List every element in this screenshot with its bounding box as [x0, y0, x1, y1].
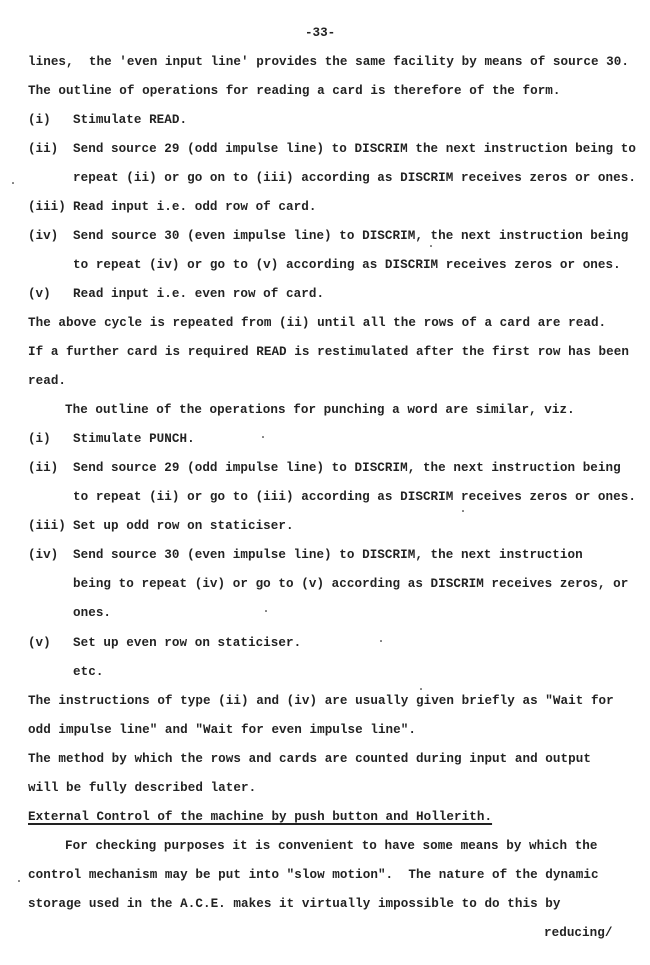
scan-speck: [12, 182, 14, 184]
step-text: Send source 30 (even impulse line) to DISCRIM, the next instruction: [73, 548, 583, 562]
step-text: Read input i.e. even row of card.: [73, 287, 325, 301]
paragraph-line: read.: [28, 374, 67, 388]
paragraph-line: The instructions of type (ii) and (iv) are usually given briefly as "Wait for: [28, 694, 614, 708]
step-number: (v): [28, 636, 51, 650]
catchword: reducing/: [544, 926, 613, 940]
step-text: being to repeat (iv) or go to (v) according as DISCRIM receives zeros, or: [73, 577, 629, 591]
step-text: Stimulate PUNCH.: [73, 432, 195, 446]
step-text: Send source 29 (odd impulse line) to DISCRIM, the next instruction being: [73, 461, 621, 475]
step-text: Read input i.e. odd row of card.: [73, 200, 317, 214]
step-text: Stimulate READ.: [73, 113, 188, 127]
paragraph-line: odd impulse line" and "Wait for even impulse line".: [28, 723, 416, 737]
scan-speck: [380, 640, 382, 642]
step-number: (iii): [28, 200, 66, 214]
step-number: (ii): [28, 142, 59, 156]
paragraph-line: The above cycle is repeated from (ii) until all the rows of a card are read.: [28, 316, 607, 330]
step-number: (iv): [28, 548, 59, 562]
step-text: Set up even row on staticiser.: [73, 636, 302, 650]
step-number: (ii): [28, 461, 59, 475]
paragraph-line: The outline of operations for reading a card is therefore of the form.: [28, 84, 561, 98]
scan-speck: [420, 688, 422, 690]
step-text: Set up odd row on staticiser.: [73, 519, 294, 533]
page-number: -33-: [305, 26, 336, 40]
step-number: (i): [28, 432, 51, 446]
scan-speck: [262, 436, 264, 438]
scan-speck: [18, 880, 20, 882]
step-number: (iii): [28, 519, 66, 533]
step-text: to repeat (iv) or go to (v) according as DISCRIM receives zeros or ones.: [73, 258, 621, 272]
paragraph-line: control mechanism may be put into "slow motion". The nature of the dynamic: [28, 868, 599, 882]
step-text: Send source 30 (even impulse line) to DISCRIM, the next instruction being: [73, 229, 629, 243]
step-text: ones.: [73, 606, 112, 620]
step-text: repeat (ii) or go on to (iii) according as DISCRIM receives zeros or ones.: [73, 171, 636, 185]
scan-speck: [462, 510, 464, 512]
paragraph-line: will be fully described later.: [28, 781, 257, 795]
paragraph-line: If a further card is required READ is restimulated after the first row has been: [28, 345, 629, 359]
step-number: (i): [28, 113, 51, 127]
scan-speck: [265, 610, 267, 612]
paragraph-line: For checking purposes it is convenient to have some means by which the: [65, 839, 598, 853]
step-number: (v): [28, 287, 51, 301]
step-number: (iv): [28, 229, 59, 243]
step-text: to repeat (ii) or go to (iii) according as DISCRIM receives zeros or ones.: [73, 490, 636, 504]
step-text: Send source 29 (odd impulse line) to DISCRIM the next instruction being to: [73, 142, 636, 156]
step-text: etc.: [73, 665, 104, 679]
scan-speck: [430, 245, 432, 247]
section-heading: External Control of the machine by push button and Hollerith.: [28, 810, 493, 824]
paragraph-line: storage used in the A.C.E. makes it virtually impossible to do this by: [28, 897, 561, 911]
paragraph-line: lines, the 'even input line' provides the same facility by means of source 30.: [28, 55, 629, 69]
paragraph-line: The outline of the operations for punching a word are similar, viz.: [65, 403, 575, 417]
paragraph-line: The method by which the rows and cards are counted during input and output: [28, 752, 591, 766]
